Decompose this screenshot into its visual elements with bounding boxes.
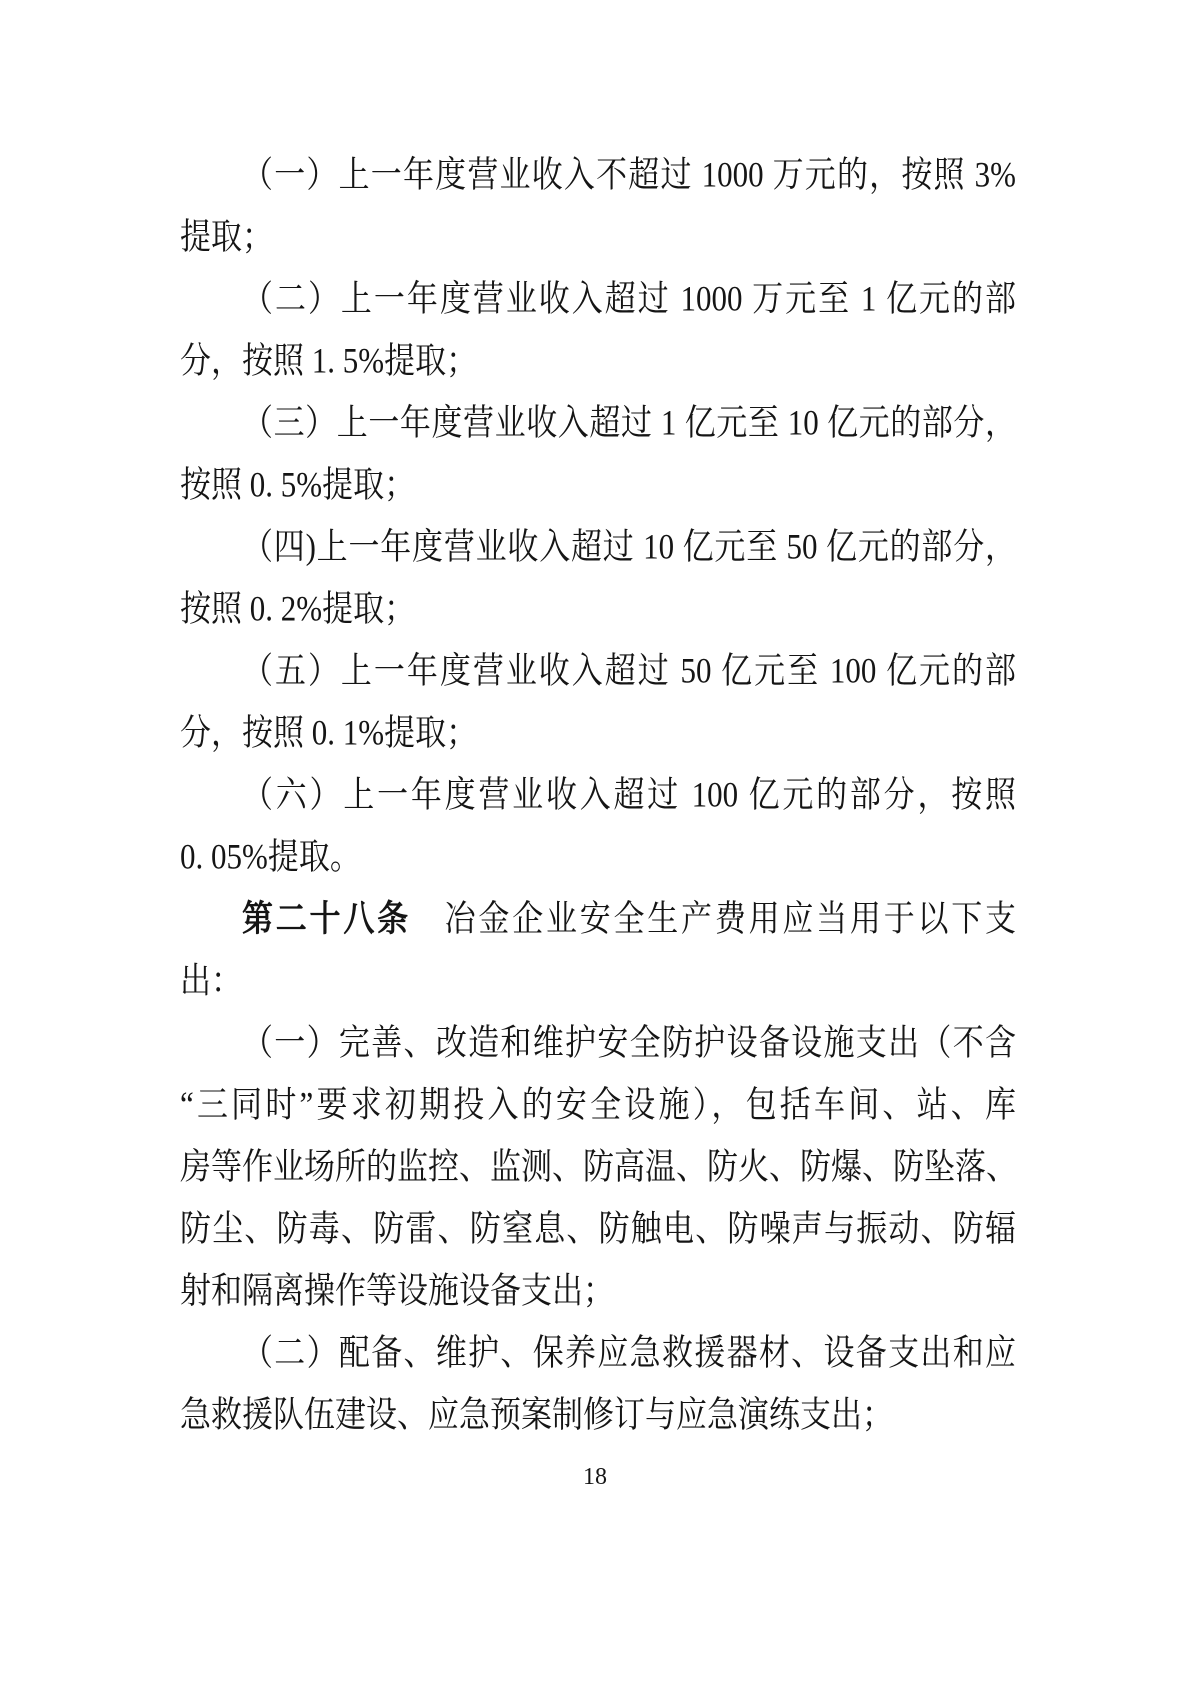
text-line: （二）上一年度营业收入超过 1000 万元至 1 亿元的部 [242,278,1016,319]
text-segment: 冶金企业安全生产费用应当用于以下支 [410,898,1017,939]
text-line: （一）上一年度营业收入不超过 1000 万元的，按照 3% [242,154,1016,195]
text-line: （三）上一年度营业收入超过 1 亿元至 10 亿元的部分， [242,402,1016,443]
page-footer [0,1446,1190,1508]
text-line: 出： [180,960,242,1001]
paragraph [180,1012,1016,1322]
paragraph [180,392,1016,516]
text-line: 防尘、防毒、防雷、防窒息、防触电、防噪声与振动、防辐 [180,1208,1016,1249]
text-line: 房等作业场所的监控、监测、防高温、防火、防爆、防坠落、 [180,1146,1017,1187]
page-number: 18 [583,1464,607,1490]
paragraph [180,888,1016,1012]
text-line: （四)上一年度营业收入超过 10 亿元至 50 亿元的部分， [242,526,1016,567]
text-line: （二）配备、维护、保养应急救援器材、设备支出和应 [242,1332,1016,1373]
text-line: （六）上一年度营业收入超过 100 亿元的部分，按照 [242,774,1016,815]
text-line: “三同时”要求初期投入的安全设施），包括车间、站、库 [180,1084,1016,1125]
article-number: 第二十八条 [242,898,411,939]
text-line: 射和隔离操作等设施设备支出； [180,1270,614,1311]
text-line: （一）完善、改造和维护安全防护设备设施支出（不含 [242,1022,1016,1063]
paragraph [180,764,1016,888]
paragraph [180,640,1016,764]
text-line: 提取； [180,216,273,257]
paragraph [180,1322,1016,1446]
document-body [180,144,1016,1446]
paragraph [180,268,1016,392]
text-line: 分，按照 1. 5%提取； [180,340,478,381]
paragraph [180,516,1016,640]
paragraph [180,144,1016,268]
text-line: 0. 05%提取。 [180,836,361,877]
text-line: 分，按照 0. 1%提取； [180,712,478,753]
text-line: （五）上一年度营业收入超过 50 亿元至 100 亿元的部 [242,650,1016,691]
text-line: 急救援队伍建设、应急预案制修订与应急演练支出； [180,1394,893,1435]
text-line: 按照 0. 2%提取； [180,588,416,629]
text-line: 按照 0. 5%提取； [180,464,416,505]
